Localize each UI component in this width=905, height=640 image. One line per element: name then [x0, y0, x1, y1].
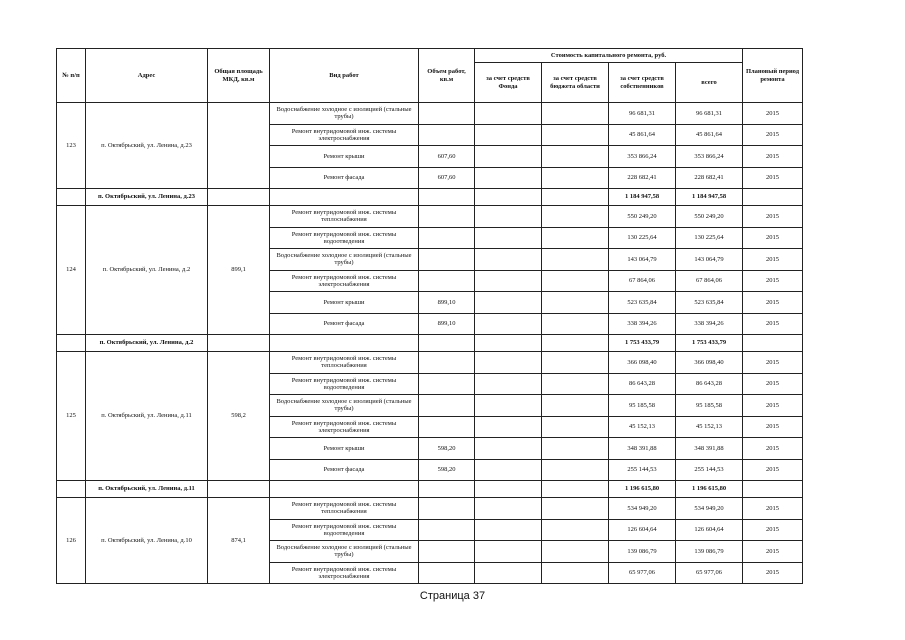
work-type: Ремонт внутридомовой инж. системы водоотведения — [270, 519, 419, 541]
house-area — [208, 103, 270, 189]
subtotal-num — [57, 189, 86, 206]
planned-period: 2015 — [743, 313, 803, 335]
subtotal-total: 1 753 433,79 — [676, 335, 743, 352]
house-area: 899,1 — [208, 206, 270, 335]
work-type: Ремонт крыши — [270, 438, 419, 460]
cost-owners: 86 643,28 — [609, 373, 676, 395]
work-volume: 899,10 — [419, 313, 475, 335]
header-area: Общая площадь МКД, кв.м — [208, 49, 270, 103]
subtotal-num — [57, 481, 86, 498]
cost-total: 130 225,64 — [676, 227, 743, 249]
header-work: Вид работ — [270, 49, 419, 103]
subtotal-work — [270, 335, 419, 352]
cost-owners: 45 152,13 — [609, 416, 676, 438]
work-type: Ремонт фасада — [270, 459, 419, 481]
work-volume: 598,20 — [419, 438, 475, 460]
cost-region-budget — [542, 124, 609, 146]
subtotal-region-budget — [542, 189, 609, 206]
subtotal-address: п. Октябрьский, ул. Ленина, д.11 — [86, 481, 208, 498]
table-header — [57, 49, 803, 103]
cost-owners: 353 866,24 — [609, 146, 676, 168]
house-number: 126 — [57, 498, 86, 584]
planned-period: 2015 — [743, 373, 803, 395]
subtotal-total: 1 196 615,80 — [676, 481, 743, 498]
cost-fund — [475, 206, 542, 228]
cost-fund — [475, 313, 542, 335]
cost-fund — [475, 227, 542, 249]
planned-period: 2015 — [743, 124, 803, 146]
cost-owners: 255 144,53 — [609, 459, 676, 481]
planned-period: 2015 — [743, 395, 803, 417]
work-volume — [419, 124, 475, 146]
cost-region-budget — [542, 395, 609, 417]
cost-region-budget — [542, 292, 609, 314]
house-address: п. Октябрьский, ул. Ленина, д.10 — [86, 498, 208, 584]
work-volume — [419, 541, 475, 563]
cost-fund — [475, 519, 542, 541]
subtotal-region-budget — [542, 481, 609, 498]
header-total: всего — [676, 63, 743, 103]
cost-owners: 67 864,06 — [609, 270, 676, 292]
planned-period: 2015 — [743, 292, 803, 314]
work-type: Ремонт внутридомовой инж. системы теплоснабжения — [270, 206, 419, 228]
cost-fund — [475, 498, 542, 520]
subtotal-owners: 1 753 433,79 — [609, 335, 676, 352]
cost-owners: 45 861,64 — [609, 124, 676, 146]
subtotal-row — [57, 189, 803, 206]
cost-region-budget — [542, 313, 609, 335]
work-volume — [419, 227, 475, 249]
work-type: Ремонт внутридомовой инж. системы электроснабжения — [270, 270, 419, 292]
house-address: п. Октябрьский, ул. Ленина, д.23 — [86, 103, 208, 189]
planned-period: 2015 — [743, 519, 803, 541]
header-cost-group: Стоимость капитального ремонта, руб. — [475, 49, 743, 63]
planned-period: 2015 — [743, 270, 803, 292]
cost-total: 338 394,26 — [676, 313, 743, 335]
planned-period: 2015 — [743, 541, 803, 563]
cost-region-budget — [542, 562, 609, 584]
capital-repair-table — [56, 48, 803, 584]
work-type: Водоснабжение холодное с изоляцией (стальные трубы) — [270, 249, 419, 271]
cost-region-budget — [542, 227, 609, 249]
cost-region-budget — [542, 270, 609, 292]
planned-period: 2015 — [743, 498, 803, 520]
cost-owners: 139 086,79 — [609, 541, 676, 563]
header-planned: Плановый период ремонта — [743, 49, 803, 103]
cost-fund — [475, 103, 542, 125]
cost-total: 65 977,06 — [676, 562, 743, 584]
work-type: Ремонт крыши — [270, 292, 419, 314]
house-address: п. Октябрьский, ул. Ленина, д.11 — [86, 352, 208, 481]
cost-total: 353 866,24 — [676, 146, 743, 168]
cost-total: 550 249,20 — [676, 206, 743, 228]
work-type: Ремонт фасада — [270, 313, 419, 335]
planned-period: 2015 — [743, 167, 803, 189]
cost-owners: 348 391,88 — [609, 438, 676, 460]
subtotal-owners: 1 196 615,80 — [609, 481, 676, 498]
cost-fund — [475, 124, 542, 146]
subtotal-work — [270, 189, 419, 206]
header-owners: за счет средств собственников — [609, 63, 676, 103]
cost-total: 86 643,28 — [676, 373, 743, 395]
cost-owners: 534 949,20 — [609, 498, 676, 520]
work-type: Ремонт внутридомовой инж. системы теплоснабжения — [270, 498, 419, 520]
subtotal-region-budget — [542, 335, 609, 352]
work-type: Ремонт внутридомовой инж. системы водоотведения — [270, 227, 419, 249]
cost-total: 143 064,79 — [676, 249, 743, 271]
planned-period: 2015 — [743, 146, 803, 168]
planned-period: 2015 — [743, 562, 803, 584]
header-fund: за счет средств Фонда — [475, 63, 542, 103]
subtotal-area — [208, 481, 270, 498]
work-type: Ремонт внутридомовой инж. системы теплоснабжения — [270, 352, 419, 374]
cost-region-budget — [542, 249, 609, 271]
house-area: 874,1 — [208, 498, 270, 584]
work-type: Ремонт внутридомовой инж. системы электроснабжения — [270, 562, 419, 584]
cost-owners: 96 681,31 — [609, 103, 676, 125]
work-volume — [419, 416, 475, 438]
work-volume: 899,10 — [419, 292, 475, 314]
subtotal-volume — [419, 189, 475, 206]
cost-owners: 338 394,26 — [609, 313, 676, 335]
work-volume — [419, 498, 475, 520]
table-row — [57, 352, 803, 374]
work-volume: 607,60 — [419, 146, 475, 168]
header-region-budget: за счет средств бюджета области — [542, 63, 609, 103]
cost-owners: 228 682,41 — [609, 167, 676, 189]
header-address: Адрес — [86, 49, 208, 103]
work-type: Ремонт внутридомовой инж. системы водоотведения — [270, 373, 419, 395]
cost-owners: 65 977,06 — [609, 562, 676, 584]
cost-region-budget — [542, 416, 609, 438]
planned-period: 2015 — [743, 438, 803, 460]
cost-owners: 366 098,40 — [609, 352, 676, 374]
cost-region-budget — [542, 438, 609, 460]
work-type: Ремонт фасада — [270, 167, 419, 189]
work-type: Ремонт крыши — [270, 146, 419, 168]
cost-region-budget — [542, 373, 609, 395]
subtotal-period — [743, 335, 803, 352]
capital-repair-table-sheet — [56, 48, 803, 584]
work-type: Ремонт внутридомовой инж. системы электроснабжения — [270, 416, 419, 438]
work-type: Ремонт внутридомовой инж. системы электроснабжения — [270, 124, 419, 146]
work-volume: 598,20 — [419, 459, 475, 481]
cost-region-budget — [542, 541, 609, 563]
cost-total: 523 635,84 — [676, 292, 743, 314]
cost-total: 45 152,13 — [676, 416, 743, 438]
subtotal-address: п. Октябрьский, ул. Ленина, д.23 — [86, 189, 208, 206]
subtotal-fund — [475, 189, 542, 206]
work-type: Водоснабжение холодное с изоляцией (стальные трубы) — [270, 103, 419, 125]
subtotal-num — [57, 335, 86, 352]
subtotal-period — [743, 189, 803, 206]
subtotal-period — [743, 481, 803, 498]
subtotal-address: п. Октябрьский, ул. Ленина, д.2 — [86, 335, 208, 352]
cost-fund — [475, 438, 542, 460]
cost-total: 255 144,53 — [676, 459, 743, 481]
cost-owners: 143 064,79 — [609, 249, 676, 271]
work-type: Водоснабжение холодное с изоляцией (стальные трубы) — [270, 395, 419, 417]
house-number: 125 — [57, 352, 86, 481]
cost-region-budget — [542, 206, 609, 228]
cost-total: 45 861,64 — [676, 124, 743, 146]
subtotal-row — [57, 481, 803, 498]
planned-period: 2015 — [743, 103, 803, 125]
cost-total: 534 949,20 — [676, 498, 743, 520]
cost-total: 95 185,58 — [676, 395, 743, 417]
cost-total: 228 682,41 — [676, 167, 743, 189]
subtotal-area — [208, 189, 270, 206]
cost-owners: 130 225,64 — [609, 227, 676, 249]
cost-total: 366 098,40 — [676, 352, 743, 374]
cost-fund — [475, 416, 542, 438]
house-address: п. Октябрьский, ул. Ленина, д.2 — [86, 206, 208, 335]
subtotal-row — [57, 335, 803, 352]
cost-owners: 126 604,64 — [609, 519, 676, 541]
subtotal-owners: 1 184 947,58 — [609, 189, 676, 206]
work-volume — [419, 270, 475, 292]
subtotal-total: 1 184 947,58 — [676, 189, 743, 206]
subtotal-volume — [419, 335, 475, 352]
cost-fund — [475, 562, 542, 584]
cost-total: 348 391,88 — [676, 438, 743, 460]
house-number: 124 — [57, 206, 86, 335]
cost-fund — [475, 373, 542, 395]
planned-period: 2015 — [743, 249, 803, 271]
cost-region-budget — [542, 459, 609, 481]
cost-fund — [475, 249, 542, 271]
header-volume: Объем работ, кв.м — [419, 49, 475, 103]
cost-total: 67 864,06 — [676, 270, 743, 292]
subtotal-fund — [475, 481, 542, 498]
work-volume — [419, 562, 475, 584]
table-row — [57, 206, 803, 228]
cost-region-budget — [542, 519, 609, 541]
header-num: № п/п — [57, 49, 86, 103]
house-number: 123 — [57, 103, 86, 189]
planned-period: 2015 — [743, 416, 803, 438]
cost-region-budget — [542, 146, 609, 168]
planned-period: 2015 — [743, 206, 803, 228]
cost-region-budget — [542, 352, 609, 374]
house-area: 598,2 — [208, 352, 270, 481]
subtotal-fund — [475, 335, 542, 352]
subtotal-work — [270, 481, 419, 498]
subtotal-area — [208, 335, 270, 352]
table-body — [57, 103, 803, 584]
cost-owners: 550 249,20 — [609, 206, 676, 228]
work-volume — [419, 395, 475, 417]
work-volume — [419, 373, 475, 395]
table-row — [57, 103, 803, 125]
cost-fund — [475, 352, 542, 374]
work-volume — [419, 352, 475, 374]
cost-region-budget — [542, 167, 609, 189]
cost-fund — [475, 459, 542, 481]
planned-period: 2015 — [743, 459, 803, 481]
cost-owners: 523 635,84 — [609, 292, 676, 314]
cost-fund — [475, 270, 542, 292]
planned-period: 2015 — [743, 352, 803, 374]
cost-fund — [475, 167, 542, 189]
cost-total: 126 604,64 — [676, 519, 743, 541]
work-volume — [419, 249, 475, 271]
cost-total: 96 681,31 — [676, 103, 743, 125]
cost-total: 139 086,79 — [676, 541, 743, 563]
subtotal-volume — [419, 481, 475, 498]
work-type: Водоснабжение холодное с изоляцией (стальные трубы) — [270, 541, 419, 563]
cost-region-budget — [542, 103, 609, 125]
work-volume — [419, 519, 475, 541]
cost-fund — [475, 395, 542, 417]
cost-region-budget — [542, 498, 609, 520]
table-row — [57, 498, 803, 520]
cost-fund — [475, 292, 542, 314]
cost-owners: 95 185,58 — [609, 395, 676, 417]
work-volume — [419, 206, 475, 228]
planned-period: 2015 — [743, 227, 803, 249]
page-number: Страница 37 — [419, 590, 486, 602]
work-volume — [419, 103, 475, 125]
cost-fund — [475, 541, 542, 563]
cost-fund — [475, 146, 542, 168]
work-volume: 607,60 — [419, 167, 475, 189]
